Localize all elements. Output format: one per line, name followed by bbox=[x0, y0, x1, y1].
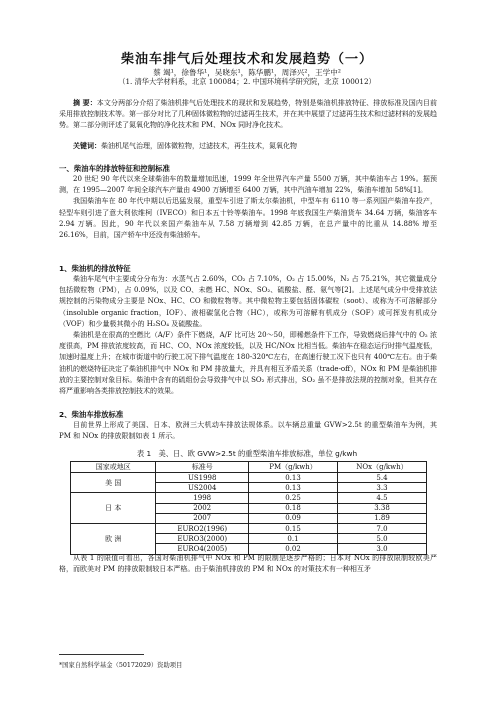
table-header-cell: NOx（g/kwh） bbox=[337, 462, 426, 473]
section2-continued bbox=[59, 553, 437, 575]
paragraph: 目前世界上形成了美国、日本、欧洲三大机动车排放法规体系。以车辆总重量 GVW>2.5t 的重型柴油车为例，其 PM 和 NOx 的排放限制如表 1 所示。 bbox=[59, 421, 437, 441]
table-cell: 0.13 bbox=[248, 473, 337, 483]
table-row bbox=[71, 473, 427, 483]
table-cell: EURO2(1996) bbox=[156, 523, 249, 533]
abstract-label: 摘 要： bbox=[73, 98, 97, 107]
table-cell: 2007 bbox=[156, 513, 249, 523]
table-cell: 3.3 bbox=[337, 483, 426, 493]
table-cell: 0.09 bbox=[248, 513, 337, 523]
region-cell: 美 国 bbox=[71, 473, 156, 493]
table-cell: 5.0 bbox=[337, 534, 426, 544]
table-cell: 3.38 bbox=[337, 503, 426, 513]
table-cell: 1.89 bbox=[337, 513, 426, 523]
keywords-label: 关键词： bbox=[73, 141, 101, 150]
paragraph: 柴油机是在很高的空燃比（A/F）条件下燃烧，A/F 比可达 20～50，即稀燃条件下工作，导致燃烧后排气中的 O₂ 浓度很高，PM 排放浓度较高，而 HC、CO、NOx 浓度较低，以及 HC/NOx 比相当低。柴油车在稳态运行时排气温度低，加速时温度上升；在城市街道中的行驶工况下排气温度在 180-320℃左右，在高速行驶工况下也只有 400℃左右。由于柴油机的燃烧特征决定了柴油机排气中 NOx 和 PM 排放量大，并具有相互矛盾关系（trade-off），NOx 和 PM 是柴油机排放的主要控制对象目标。柴油中含有的硫组份会导致排气中以 SO₂ 形式排出，SO₂ 虽不是排放法规的控制对象，但其存在将严重影响各类排放控制技术的效果。 bbox=[59, 331, 437, 396]
table-cell: 2002 bbox=[156, 503, 249, 513]
table-header-cell: 国家或地区 bbox=[71, 462, 156, 473]
emission-standards-table bbox=[70, 461, 427, 555]
table-cell: 0.15 bbox=[248, 523, 337, 533]
table-cell: 7.0 bbox=[337, 523, 426, 533]
table-caption: 表 1 美、日、欧 GVW>2.5t 的重型柴油车排放标准，单位 g/kwh bbox=[136, 449, 358, 458]
region-cell: 日 本 bbox=[71, 493, 156, 524]
table-cell: US1998 bbox=[156, 473, 249, 483]
footnote-divider bbox=[59, 654, 144, 655]
table-row bbox=[71, 523, 427, 533]
author-list: 蔡 竭¹，徐鲁华¹，吴晓东¹，陈华鹏¹，周泽兴²，王学中² bbox=[153, 68, 341, 77]
abstract bbox=[59, 97, 437, 132]
table-header-cell: PM（g/kwh） bbox=[248, 462, 337, 473]
table-cell: 4.5 bbox=[337, 493, 426, 503]
table-cell: 0.1 bbox=[248, 534, 337, 544]
table-cell: 0.18 bbox=[248, 503, 337, 513]
table-cell: EURO4(2005) bbox=[156, 544, 249, 554]
paragraph: 20 世纪 90 年代以来全球柴油车的数量增加迅速，1999 年全世界汽车产量 5500 万辆，其中柴油车占 19%。据预测，在 1995—2007 年间全球汽车产量由 4900 万辆增至 6400 万辆，其中汽油车增加 22%，柴油车增加 58%[1]。 bbox=[59, 175, 437, 195]
section-heading-1: 一、柴油车的排放特征和控制标准 bbox=[59, 164, 170, 173]
table-cell: 0.13 bbox=[248, 483, 337, 493]
keywords bbox=[59, 140, 437, 152]
paragraph: 我国柴油车在 80 年代中期以后迅猛发展，重型车引进了斯太尔柴油机，中型车有 6110 等一系列国产柴油车投产，轻型车则引进了意大利依维柯（IVECO）和日本五十铃等柴油车。1998 年底我国生产柴油货车 34.64 万辆，柴油客车 2.94 万辆。因此，90 年代以来国产柴油车从 7.58 万辆增到 42.85 万辆，在总产量中的比重从 14.88% 增至 26.16%，目前，国产轿车中还没有柴油轿车。 bbox=[59, 197, 437, 240]
table-cell: 0.25 bbox=[248, 493, 337, 503]
table-cell: 0.02 bbox=[248, 544, 337, 554]
footnote: *国家自然科学基金（50172029）资助项目 bbox=[59, 662, 183, 669]
table-row bbox=[71, 493, 427, 503]
section1-body bbox=[59, 174, 437, 241]
keywords-text: 柴油机尾气治理，固体微粒物，过滤技术，再生技术，氮氧化物 bbox=[101, 142, 297, 150]
affiliation: （1. 清华大学材料系，北京 100084；2. 中国环境科学研究院，北京 100012） bbox=[118, 77, 376, 86]
table-header-cell: 标准号 bbox=[156, 462, 249, 473]
abstract-text: 本文分两部分介绍了柴油机排气后处理技术的现状和发展趋势，特别是柴油机排放特征、排放标准及国内目前采用排放控制技术等。第一部分对比了几种固体微粒物的过滤再生技术，并在其中展望了过滤再生技术和过滤材料的发展趋势。第二部分则评述了氮氧化物的净化技术和 PM、NOx 同时净化技术。 bbox=[59, 99, 438, 130]
subsection1-body bbox=[59, 274, 437, 397]
table-cell: US2004 bbox=[156, 483, 249, 493]
table-header-row bbox=[71, 462, 427, 473]
subsection2-body bbox=[59, 420, 437, 442]
paragraph: 从表 1 的限值可看出，各国对柴油机排气中 NOx 和 PM 的限制是逐步严格的；日本对 NOx 的排放限制较欧美严格，而欧美对 PM 的排放限制较日本严格。由于柴油机排放的 PM 和 NOx 的对策技术有一种相互矛 bbox=[59, 554, 437, 574]
subsection-heading-2: 2、柴油车排放标准 bbox=[59, 410, 124, 419]
region-cell: 欧 洲 bbox=[71, 523, 156, 554]
subsection-heading-1: 1、柴油机的排放特征 bbox=[59, 264, 131, 273]
table-cell: 3.0 bbox=[337, 544, 426, 554]
table-cell: 1998 bbox=[156, 493, 249, 503]
paragraph: 柴油车尾气中主要成分分布为：水蒸气占 2.60%，CO₂ 占 7.10%，O₂ 占 15.00%，N₂ 占 75.21%，其它微量成分包括微粒物（PM），占 0.09%，以及 CO、未燃 HC、NOx、SO₂、硫酸盐、醛、氨气等[2]。上述尾气成分中受排放法规控制的污染物成分主要是 NOx、HC、CO 和微粒物等。其中微粒物主要包括固体碳粒（soot）、或称为不可溶解部分（insoluble organic fraction，IOF）、液相碳氢化合物（HC），或称为可溶解有机成分（SOF）或可挥发有机成分（VOF）和少量极其微小的 H₂SO₄ 及硫酸盐。 bbox=[59, 275, 437, 328]
table-cell: 5.4 bbox=[337, 473, 426, 483]
paper-title: 柴油车排气后处理技术和发展趋势（一） bbox=[120, 52, 373, 67]
table-cell: EURO3(2000) bbox=[156, 534, 249, 544]
